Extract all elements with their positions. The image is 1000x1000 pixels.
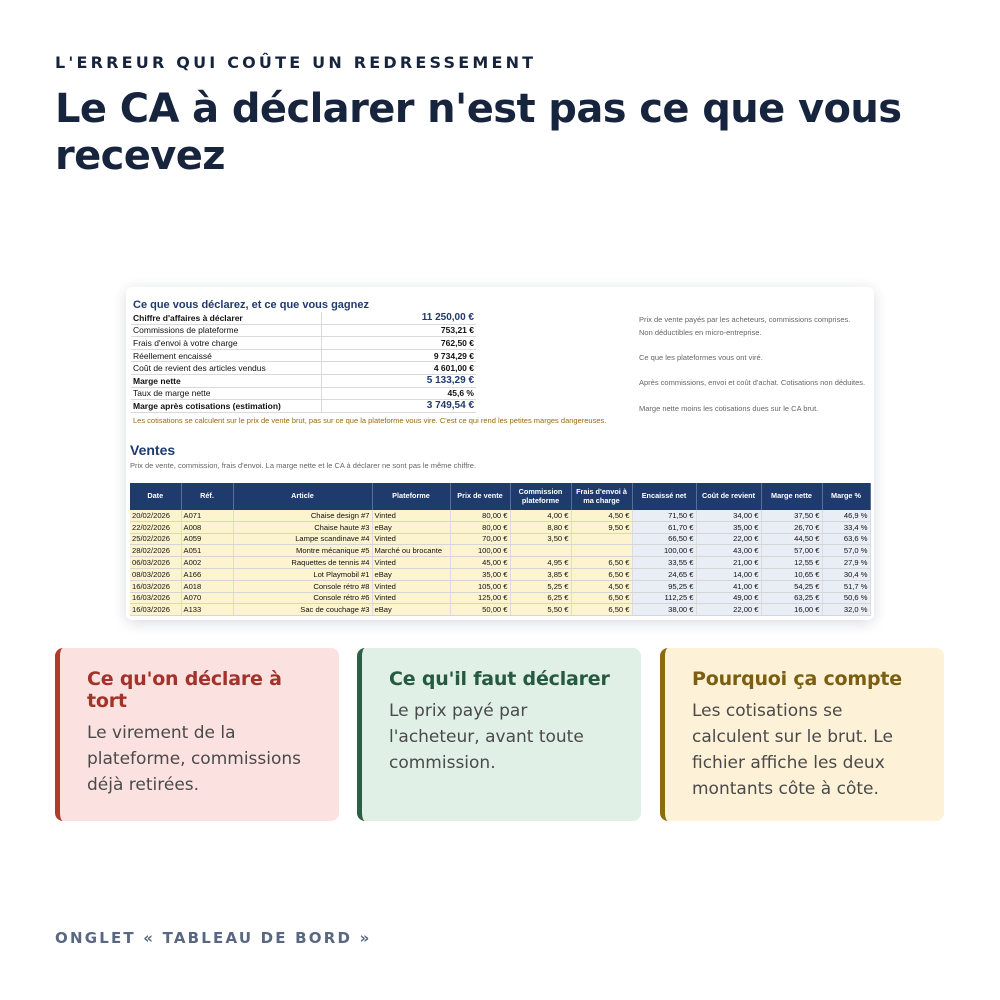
table-cell: A166 [181, 568, 233, 580]
column-header: Commission plateforme [510, 483, 571, 510]
table-cell: 125,00 € [450, 592, 510, 604]
table-cell: 3,50 € [510, 533, 571, 545]
ventes-title: Ventes [130, 442, 176, 458]
spreadsheet-screenshot [126, 287, 874, 620]
summary-row [131, 349, 476, 362]
summary-note: Prix de vente payés par les acheteurs, commissions comprises. [639, 315, 851, 324]
table-cell: 4,95 € [510, 557, 571, 569]
table-cell: 22,00 € [696, 533, 761, 545]
summary-label: Frais d'envoi à votre charge [131, 337, 322, 350]
table-cell: 63,25 € [761, 592, 822, 604]
table-cell: Vinted [372, 557, 450, 569]
table-cell: 25/02/2026 [130, 533, 181, 545]
table-cell: 80,00 € [450, 521, 510, 533]
card-body: Le virement de la plateforme, commissions déjà retirées. [87, 723, 302, 795]
column-header: Frais d'envoi à ma charge [571, 483, 632, 510]
table-cell: Chaise design #7 [233, 510, 372, 521]
column-header: Plateforme [372, 483, 450, 510]
summary-table [131, 312, 476, 413]
table-cell: Vinted [372, 580, 450, 592]
table-cell: 51,7 % [822, 580, 870, 592]
table-row [130, 510, 870, 521]
summary-value: 45,6 % [322, 387, 477, 400]
table-cell: 3,85 € [510, 568, 571, 580]
table-cell: 6,25 € [510, 592, 571, 604]
table-cell: 4,00 € [510, 510, 571, 521]
table-cell: 37,50 € [761, 510, 822, 521]
summary-row [131, 312, 476, 324]
table-cell: 45,00 € [450, 557, 510, 569]
summary-row [131, 387, 476, 400]
summary-value: 4 601,00 € [322, 362, 477, 375]
summary-note: Après commissions, envoi et coût d'achat. Cotisations non déduites. [639, 378, 866, 387]
table-cell: 27,9 % [822, 557, 870, 569]
table-cell: 6,50 € [571, 557, 632, 569]
summary-note: Marge nette moins les cotisations dues sur le CA brut. [639, 404, 819, 413]
table-cell: 22,00 € [696, 604, 761, 616]
summary-value: 762,50 € [322, 337, 477, 350]
table-cell: 35,00 € [696, 521, 761, 533]
table-cell: 95,25 € [632, 580, 696, 592]
table-cell: 100,00 € [632, 545, 696, 557]
explanation-cards [55, 648, 945, 821]
summary-label: Chiffre d'affaires à déclarer [131, 312, 322, 324]
table-cell: eBay [372, 521, 450, 533]
table-cell: 50,6 % [822, 592, 870, 604]
table-cell: A059 [181, 533, 233, 545]
summary-note: Non déductibles en micro-entreprise. [639, 328, 762, 337]
column-header: Date [130, 483, 181, 510]
table-cell: 20/02/2026 [130, 510, 181, 521]
column-header: Marge % [822, 483, 870, 510]
summary-row [131, 400, 476, 413]
table-cell: A051 [181, 545, 233, 557]
table-cell: 6,50 € [571, 592, 632, 604]
table-cell: 24,65 € [632, 568, 696, 580]
table-cell: 43,00 € [696, 545, 761, 557]
cotisations-warning: Les cotisations se calculent sur le prix de vente brut, pas sur ce que la plateforme vous vire. C'est ce qui rend les petites marges dangereuses. [133, 416, 607, 425]
table-cell: 16,00 € [761, 604, 822, 616]
card-body: Le prix payé par l'acheteur, avant toute commission. [389, 701, 584, 773]
table-cell: Lampe scandinave #4 [233, 533, 372, 545]
table-cell: 61,70 € [632, 521, 696, 533]
table-cell: A133 [181, 604, 233, 616]
card-title: Ce qu'on déclare à tort [87, 668, 282, 712]
summary-row [131, 337, 476, 350]
table-cell: eBay [372, 604, 450, 616]
table-cell: A071 [181, 510, 233, 521]
table-cell: 105,00 € [450, 580, 510, 592]
table-cell: 08/03/2026 [130, 568, 181, 580]
table-cell [510, 545, 571, 557]
table-cell: 57,00 € [761, 545, 822, 557]
card-why-it-matters [660, 648, 944, 821]
table-cell: 35,00 € [450, 568, 510, 580]
table-cell: 8,80 € [510, 521, 571, 533]
table-row [130, 533, 870, 545]
column-header: Marge nette [761, 483, 822, 510]
column-header: Coût de revient [696, 483, 761, 510]
table-cell: 26,70 € [761, 521, 822, 533]
table-cell: 70,00 € [450, 533, 510, 545]
table-cell: Console rétro #8 [233, 580, 372, 592]
table-cell: Vinted [372, 533, 450, 545]
table-cell: 4,50 € [571, 510, 632, 521]
summary-row [131, 362, 476, 375]
summary-value: 3 749,54 € [322, 400, 477, 413]
table-cell [571, 545, 632, 557]
column-header: Article [233, 483, 372, 510]
table-cell: Sac de couchage #3 [233, 604, 372, 616]
summary-label: Taux de marge nette [131, 387, 322, 400]
table-cell: 22/02/2026 [130, 521, 181, 533]
table-cell: 14,00 € [696, 568, 761, 580]
ventes-subtitle: Prix de vente, commission, frais d'envoi. La marge nette et le CA à déclarer ne sont pas le même chiffre. [130, 461, 477, 470]
summary-label: Marge nette [131, 374, 322, 387]
table-cell: 5,50 € [510, 604, 571, 616]
table-cell: Vinted [372, 510, 450, 521]
table-cell: 38,00 € [632, 604, 696, 616]
table-cell: 30,4 % [822, 568, 870, 580]
column-header: Encaissé net [632, 483, 696, 510]
summary-row [131, 324, 476, 337]
table-cell: 50,00 € [450, 604, 510, 616]
table-cell: 34,00 € [696, 510, 761, 521]
eyebrow-label: L'ERREUR QUI COÛTE UN REDRESSEMENT [55, 53, 537, 72]
summary-value: 9 734,29 € [322, 349, 477, 362]
table-cell: 9,50 € [571, 521, 632, 533]
column-header: Réf. [181, 483, 233, 510]
table-row [130, 580, 870, 592]
sales-table [130, 483, 871, 616]
table-cell: 100,00 € [450, 545, 510, 557]
table-cell: Vinted [372, 592, 450, 604]
column-header: Prix de vente [450, 483, 510, 510]
table-cell: 63,6 % [822, 533, 870, 545]
table-cell: 06/03/2026 [130, 557, 181, 569]
table-cell: Console rétro #6 [233, 592, 372, 604]
table-cell: 80,00 € [450, 510, 510, 521]
table-row [130, 568, 870, 580]
summary-row [131, 374, 476, 387]
table-cell: 16/03/2026 [130, 580, 181, 592]
table-cell: A008 [181, 521, 233, 533]
table-cell: 66,50 € [632, 533, 696, 545]
summary-label: Coût de revient des articles vendus [131, 362, 322, 375]
table-row [130, 521, 870, 533]
table-cell: 49,00 € [696, 592, 761, 604]
table-cell: Montre mécanique #5 [233, 545, 372, 557]
table-row [130, 557, 870, 569]
page-headline: Le CA à déclarer n'est pas ce que vous recevez [55, 86, 902, 179]
table-cell: Chaise haute #3 [233, 521, 372, 533]
table-cell: 16/03/2026 [130, 604, 181, 616]
card-wrong-declaration [55, 648, 339, 821]
summary-label: Commissions de plateforme [131, 324, 322, 337]
table-cell: A018 [181, 580, 233, 592]
table-cell: 33,55 € [632, 557, 696, 569]
table-cell: A070 [181, 592, 233, 604]
table-cell: 71,50 € [632, 510, 696, 521]
table-cell: 10,65 € [761, 568, 822, 580]
table-cell: 5,25 € [510, 580, 571, 592]
table-cell: Raquettes de tennis #4 [233, 557, 372, 569]
table-cell: 44,50 € [761, 533, 822, 545]
summary-note: Ce que les plateformes vous ont viré. [639, 353, 763, 362]
table-cell [571, 533, 632, 545]
table-cell: 112,25 € [632, 592, 696, 604]
summary-label: Réellement encaissé [131, 349, 322, 362]
table-cell: 32,0 % [822, 604, 870, 616]
table-cell: 21,00 € [696, 557, 761, 569]
table-cell: 16/03/2026 [130, 592, 181, 604]
card-correct-declaration [357, 648, 641, 821]
table-cell: 54,25 € [761, 580, 822, 592]
table-cell: 6,50 € [571, 568, 632, 580]
table-row [130, 545, 870, 557]
table-row [130, 592, 870, 604]
table-cell: 33,4 % [822, 521, 870, 533]
table-cell: 12,55 € [761, 557, 822, 569]
summary-value: 5 133,29 € [322, 374, 477, 387]
summary-title: Ce que vous déclarez, et ce que vous gagnez [133, 299, 369, 311]
table-cell: 46,9 % [822, 510, 870, 521]
table-cell: eBay [372, 568, 450, 580]
table-cell: A002 [181, 557, 233, 569]
card-body: Les cotisations se calculent sur le brut. Le fichier affiche les deux montants côte à côte. [692, 701, 893, 799]
sales-header-row [130, 483, 870, 510]
summary-value: 753,21 € [322, 324, 477, 337]
table-cell: 28/02/2026 [130, 545, 181, 557]
table-cell: Marché ou brocante [372, 545, 450, 557]
table-cell: 6,50 € [571, 604, 632, 616]
table-cell: 57,0 % [822, 545, 870, 557]
summary-value: 11 250,00 € [322, 312, 477, 324]
table-cell: 4,50 € [571, 580, 632, 592]
table-cell: Lot Playmobil #1 [233, 568, 372, 580]
card-title: Pourquoi ça compte [692, 668, 902, 690]
table-cell: 41,00 € [696, 580, 761, 592]
card-title: Ce qu'il faut déclarer [389, 668, 610, 690]
table-row [130, 604, 870, 616]
footer-tab-label: ONGLET « TABLEAU DE BORD » [55, 929, 372, 947]
summary-label: Marge après cotisations (estimation) [131, 400, 322, 413]
